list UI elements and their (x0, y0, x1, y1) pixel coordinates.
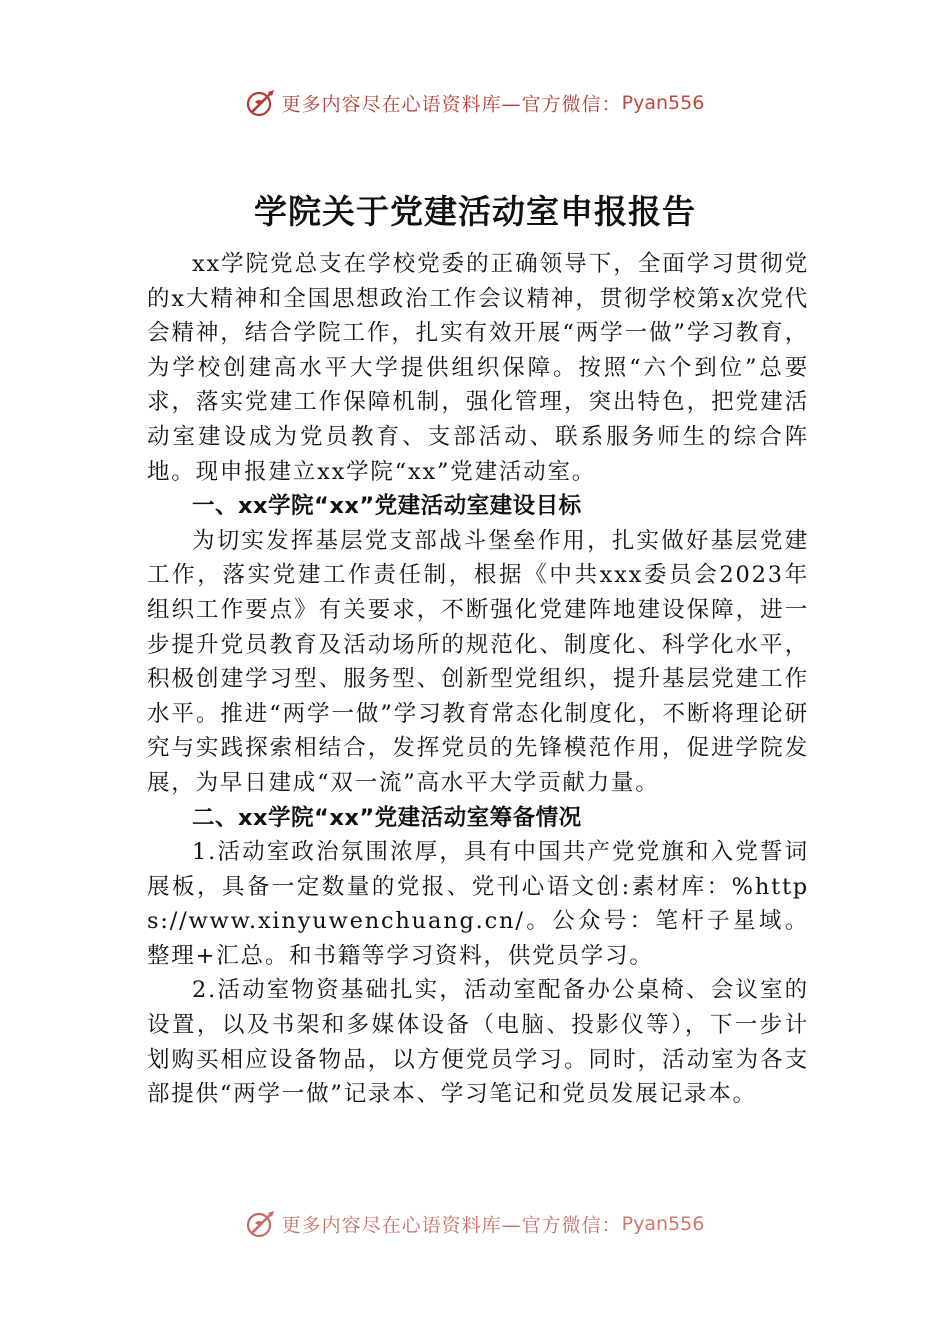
intro-paragraph: xx学院党总支在学校党委的正确领导下，全面学习贯彻党的x大精神和全国思想政治工作会议精神，贯彻学校第x次党代会精神，结合学院工作，扎实有效开展“两学一做”学习教育，为学校创建高水平大学提供组织保障。按照“六个到位”总要求，落实党建工作保障机制，强化管理，突出特色，把党建活动室建设成为党员教育、支部活动、联系服务师生的综合阵地。现申报建立xx学院“xx”党建活动室。 (147, 251, 809, 485)
watermark-text: 更多内容尽在心语资料库—官方微信： (281, 93, 622, 116)
pen-logo-icon (246, 1209, 276, 1239)
footer-watermark (0, 1209, 950, 1239)
section-2-heading: 二、xx学院“xx”党建活动室筹备情况 (192, 804, 582, 831)
page-title: 学院关于党建活动室申报报告 (254, 192, 696, 231)
section-1-heading: 一、xx学院“xx”党建活动室建设目标 (192, 493, 582, 520)
watermark-text: 更多内容尽在心语资料库—官方微信： (281, 1214, 622, 1237)
pen-logo-icon (246, 88, 276, 118)
header-watermark (0, 88, 950, 118)
document-body (147, 247, 809, 1112)
watermark-id: Pyan556 (621, 92, 705, 114)
section-1-paragraph: 为切实发挥基层党支部战斗堡垒作用，扎实做好基层党建工作，落实党建工作责任制，根据《中共xxx委员会2023年组织工作要点》有关要求，不断强化党建阵地建设保障，进一步提升党员教育及活动场所的规范化、制度化、科学化水平，积极创建学习型、服务型、创新型党组织，提升基层党建工作水平。推进“两学一做”学习教育常态化制度化，不断将理论研究与实践探索相结合，发挥党员的先锋模范作用，促进学院发展，为早日建成“双一流”高水平大学贡献力量。 (147, 527, 809, 796)
watermark-id: Pyan556 (621, 1213, 705, 1235)
section-2-item-1: 1.活动室政治氛围浓厚，具有中国共产党党旗和入党誓词展板，具备一定数量的党报、党刊心语文创:素材库：%https://www.xinyuwenchuang.cn/。公众号：笔杆子星域。整理+汇总。和书籍等学习资料，供党员学习。 (147, 839, 809, 969)
section-2-item-2: 2.活动室物资基础扎实，活动室配备办公桌椅、会议室的设置，以及书架和多媒体设备（电脑、投影仪等），下一步计划购买相应设备物品，以方便党员学习。同时，活动室为各支部提供“两学一做”记录本、学习笔记和党员发展记录本。 (147, 977, 809, 1108)
